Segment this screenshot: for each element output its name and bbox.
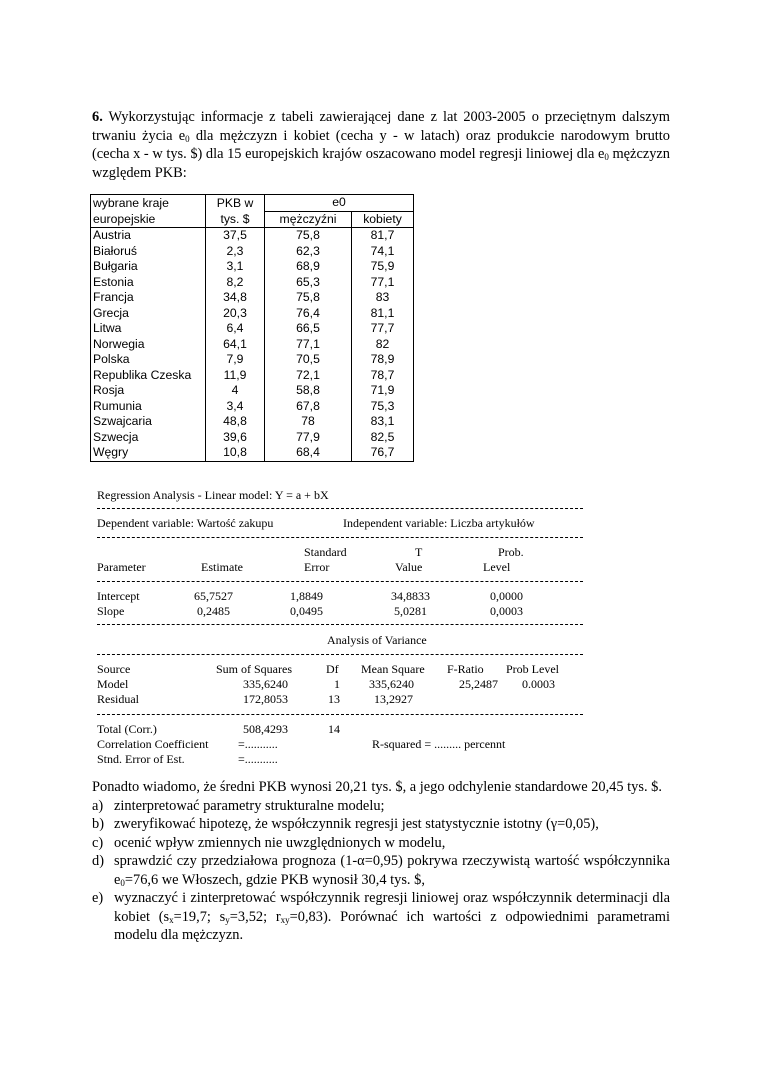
- model-pl: 0.0003: [522, 677, 555, 691]
- cell-men: 66,5: [265, 321, 352, 337]
- cell-country: Węgry: [91, 445, 206, 461]
- question-b: [92, 815, 670, 834]
- table-row: [91, 337, 414, 353]
- cell-men: 68,4: [265, 445, 352, 461]
- residual-df: 13: [328, 692, 340, 706]
- stnd-error-label: Stnd. Error of Est.: [97, 752, 185, 766]
- cell-country: Polska: [91, 352, 206, 368]
- cell-pkb: 37,5: [206, 228, 265, 244]
- cell-men: 58,8: [265, 383, 352, 399]
- col-prob: Prob.: [498, 545, 524, 559]
- regression-title: Regression Analysis - Linear model: Y = a + bX: [97, 488, 329, 502]
- question-label: c): [92, 834, 104, 851]
- table-row: [91, 383, 414, 399]
- cell-country: Republika Czeska: [91, 368, 206, 384]
- col-standard: Standard: [304, 545, 347, 559]
- slope-name: Slope: [97, 604, 125, 618]
- country-data-table: [90, 194, 414, 462]
- cell-country: Rumunia: [91, 399, 206, 415]
- cell-country: Litwa: [91, 321, 206, 337]
- cell-pkb: 6,4: [206, 321, 265, 337]
- slope-prob: 0,0003: [490, 604, 523, 618]
- cell-country: Rosja: [91, 383, 206, 399]
- cell-pkb: 4: [206, 383, 265, 399]
- intro-text-2: dla mężczyzn i kobiet (cecha y - w latach) oraz produkcie narodowym brutto (cecha x - w tys. $) dla 15 europejskich krajów oszacowano model regresji liniowej dla e: [92, 127, 670, 162]
- col-header-country-1: wybrane kraje: [91, 195, 206, 212]
- question-d: [92, 852, 670, 889]
- question-label: e): [92, 890, 104, 906]
- divider: [97, 714, 583, 715]
- anova-col-source: Source: [97, 662, 131, 676]
- intercept-error: 1,8849: [290, 589, 323, 603]
- intercept-t: 34,8833: [391, 589, 430, 603]
- table-row: [91, 275, 414, 291]
- cell-men: 65,3: [265, 275, 352, 291]
- cell-men: 75,8: [265, 290, 352, 306]
- cell-country: Grecja: [91, 306, 206, 322]
- cell-women: 75,9: [352, 259, 414, 275]
- subscript: xy: [280, 914, 290, 925]
- table-row: [91, 259, 414, 275]
- anova-col-f: F-Ratio: [447, 662, 484, 676]
- table-row: [91, 290, 414, 306]
- cell-men: 68,9: [265, 259, 352, 275]
- cell-women: 82,5: [352, 430, 414, 446]
- cell-women: 78,9: [352, 352, 414, 368]
- col-header-pkb-2: tys. $: [206, 211, 265, 228]
- cell-pkb: 3,4: [206, 399, 265, 415]
- cell-men: 76,4: [265, 306, 352, 322]
- total-df: 14: [328, 722, 340, 736]
- r-squared: R-squared = ......... percennt: [372, 737, 506, 751]
- subscript: y: [225, 914, 230, 925]
- model-name: Model: [97, 677, 129, 691]
- cell-men: 78: [265, 414, 352, 430]
- total-ss: 508,4293: [243, 722, 288, 736]
- model-f: 25,2487: [459, 677, 498, 691]
- divider: [97, 581, 583, 582]
- divider: [97, 624, 583, 625]
- cell-women: 75,3: [352, 399, 414, 415]
- table-row: [91, 414, 414, 430]
- slope-error: 0,0495: [290, 604, 323, 618]
- question-text: wyznaczyć i zinterpretować współczynnik regresji liniowej oraz współczynnik determinacji dla kobiet (s: [114, 890, 670, 925]
- cell-men: 77,1: [265, 337, 352, 353]
- intro-sub-2: 0: [604, 152, 609, 162]
- cell-country: Szwecja: [91, 430, 206, 446]
- intercept-name: Intercept: [97, 589, 140, 603]
- table-row: [91, 244, 414, 260]
- intro-text-1: Wykorzystując informacje z tabeli zawierającej dane z lat 2003-2005 o przeciętnym dalszym trwaniu życia e: [92, 109, 670, 144]
- cell-women: 74,1: [352, 244, 414, 260]
- col-header-pkb-1: PKB w: [206, 195, 265, 212]
- question-text: =3,52; r: [229, 908, 281, 925]
- cell-pkb: 48,8: [206, 414, 265, 430]
- divider: [97, 654, 583, 655]
- cell-pkb: 8,2: [206, 275, 265, 291]
- subscript: 0: [120, 877, 125, 888]
- cell-women: 77,7: [352, 321, 414, 337]
- anova-title: Analysis of Variance: [327, 633, 427, 647]
- dependent-variable: Dependent variable: Wartość zakupu: [97, 516, 274, 530]
- table-row: [91, 306, 414, 322]
- cell-pkb: 20,3: [206, 306, 265, 322]
- corr-value: =...........: [238, 737, 278, 751]
- model-df: 1: [334, 677, 340, 691]
- task-questions: [92, 778, 670, 945]
- intro-text-3: mężczyzn względem PKB:: [92, 146, 670, 181]
- question-label: a): [92, 797, 104, 814]
- question-text: =0,83). Porównać ich wartości z odpowiednimi parametrami modelu dla mężczyzn.: [114, 908, 670, 943]
- table-row: [91, 399, 414, 415]
- residual-name: Residual: [97, 692, 139, 706]
- cell-pkb: 10,8: [206, 445, 265, 461]
- table-row: [91, 430, 414, 446]
- question-a: [92, 797, 670, 816]
- question-e: [92, 889, 670, 945]
- cell-country: Austria: [91, 228, 206, 244]
- col-header-women: kobiety: [352, 211, 414, 228]
- table-row: [91, 352, 414, 368]
- slope-t: 5,0281: [394, 604, 427, 618]
- cell-pkb: 7,9: [206, 352, 265, 368]
- cell-women: 76,7: [352, 445, 414, 461]
- question-text: zweryfikować hipotezę, że współczynnik regresji jest statystycznie istotny (γ=0,05),: [114, 816, 599, 832]
- cell-country: Białoruś: [91, 244, 206, 260]
- independent-variable: Independent variable: Liczba artykułów: [343, 516, 535, 530]
- corr-label: Correlation Coefficient: [97, 737, 209, 751]
- divider: [97, 537, 583, 538]
- subscript: x: [169, 914, 174, 925]
- cell-pkb: 3,1: [206, 259, 265, 275]
- question-text: =76,6 we Włoszech, gdzie PKB wynosił 30,4 tys. $,: [124, 871, 425, 888]
- cell-women: 82: [352, 337, 414, 353]
- cell-women: 71,9: [352, 383, 414, 399]
- additional-info: Ponadto wiadomo, że średni PKB wynosi 20,21 tys. $, a jego odchylenie standardowe 20,45 tys. $.: [92, 779, 662, 795]
- col-header-country-2: europejskie: [91, 211, 206, 228]
- task-number: 6.: [92, 109, 103, 125]
- cell-pkb: 2,3: [206, 244, 265, 260]
- col-parameter: Parameter: [97, 560, 146, 574]
- cell-country: Szwajcaria: [91, 414, 206, 430]
- question-text: sprawdzić czy przedziałowa prognoza (1-α=0,95) pokrywa rzeczywistą wartość współczynnika e: [114, 853, 670, 888]
- cell-women: 78,7: [352, 368, 414, 384]
- table-row: [91, 368, 414, 384]
- cell-pkb: 64,1: [206, 337, 265, 353]
- model-ms: 335,6240: [369, 677, 414, 691]
- question-text: ocenić wpływ zmiennych nie uwzględnionych w modelu,: [114, 834, 446, 851]
- cell-men: 72,1: [265, 368, 352, 384]
- cell-men: 70,5: [265, 352, 352, 368]
- cell-women: 81,1: [352, 306, 414, 322]
- task-intro: [92, 108, 670, 182]
- residual-ss: 172,8053: [243, 692, 288, 706]
- cell-pkb: 11,9: [206, 368, 265, 384]
- anova-col-ss: Sum of Squares: [216, 662, 292, 676]
- intercept-estimate: 65,7527: [194, 589, 233, 603]
- col-header-e0: e0: [265, 195, 414, 212]
- cell-men: 67,8: [265, 399, 352, 415]
- divider: [97, 508, 583, 509]
- cell-men: 62,3: [265, 244, 352, 260]
- cell-women: 83,1: [352, 414, 414, 430]
- question-c: [92, 834, 670, 853]
- col-value: Value: [395, 560, 423, 574]
- total-name: Total (Corr.): [97, 722, 157, 736]
- question-text: zinterpretować parametry strukturalne modelu;: [114, 797, 385, 814]
- table-row: [91, 228, 414, 244]
- cell-pkb: 34,8: [206, 290, 265, 306]
- cell-men: 77,9: [265, 430, 352, 446]
- table-row: [91, 321, 414, 337]
- cell-women: 83: [352, 290, 414, 306]
- anova-col-df: Df: [326, 662, 339, 676]
- question-label: d): [92, 853, 104, 869]
- col-header-men: mężczyźni: [265, 211, 352, 228]
- slope-estimate: 0,2485: [197, 604, 230, 618]
- cell-country: Estonia: [91, 275, 206, 291]
- intercept-prob: 0,0000: [490, 589, 523, 603]
- cell-country: Bułgaria: [91, 259, 206, 275]
- model-ss: 335,6240: [243, 677, 288, 691]
- residual-ms: 13,2927: [374, 692, 413, 706]
- cell-country: Francja: [91, 290, 206, 306]
- anova-col-ms: Mean Square: [361, 662, 425, 676]
- table-row: [91, 445, 414, 461]
- col-level: Level: [483, 560, 511, 574]
- question-label: b): [92, 816, 104, 832]
- cell-country: Norwegia: [91, 337, 206, 353]
- cell-men: 75,8: [265, 228, 352, 244]
- anova-col-pl: Prob Level: [506, 662, 559, 676]
- cell-women: 77,1: [352, 275, 414, 291]
- cell-women: 81,7: [352, 228, 414, 244]
- stnd-error-value: =...........: [238, 752, 278, 766]
- question-text: =19,7; s: [173, 908, 226, 925]
- col-error: Error: [304, 560, 330, 574]
- intro-sub-1: 0: [185, 133, 190, 144]
- question-list: [92, 797, 670, 945]
- col-t: T: [415, 545, 423, 559]
- cell-pkb: 39,6: [206, 430, 265, 446]
- col-estimate: Estimate: [201, 560, 243, 574]
